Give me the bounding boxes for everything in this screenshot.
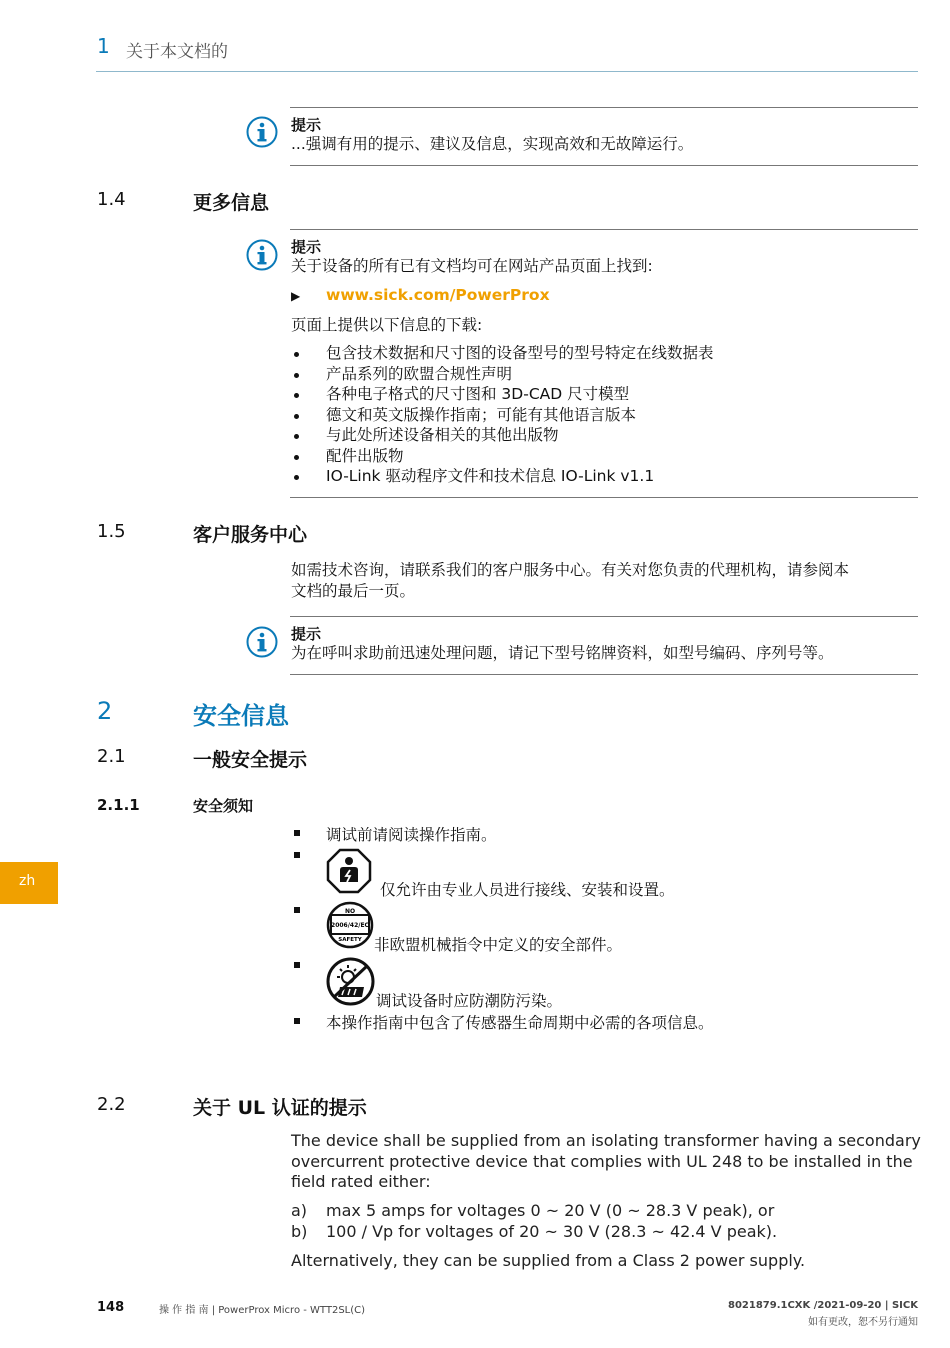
note-bottom-rule <box>290 674 918 675</box>
header-divider <box>96 71 918 72</box>
safety-item: 非欧盟机械指令中定义的安全部件。 <box>374 936 623 954</box>
list-item-label: b) <box>291 1222 308 1241</box>
section-title: 客户服务中心 <box>193 524 308 546</box>
note-text: 为在呼叫求助前迅速处理问题，请记下型号铭牌资料，如型号编码、序列号等。 <box>291 644 834 662</box>
body-text-line: Alternatively, they can be supplied from a Class 2 power supply. <box>291 1251 806 1270</box>
note-bottom-rule <box>290 165 918 166</box>
list-item: max 5 amps for voltages 0 ~ 20 V (0 ~ 28.3 V peak), or <box>326 1201 775 1220</box>
bullet-icon <box>294 373 299 378</box>
square-bullet-icon <box>294 962 300 968</box>
section-title: 一般安全提示 <box>193 749 308 771</box>
body-text-line: The device shall be supplied from an isolating transformer having a secondary <box>291 1131 921 1150</box>
note-bottom-rule <box>290 497 918 498</box>
note-top-rule <box>290 107 918 108</box>
footer-notice: 如有更改，恕不另行通知 <box>808 1317 918 1328</box>
note-title: 提示 <box>291 238 322 256</box>
no-safety-component-icon <box>326 901 374 949</box>
subsection-title: 安全须知 <box>193 797 254 815</box>
moisture-dirt-protection-icon <box>326 957 375 1006</box>
section-title: 更多信息 <box>193 192 270 214</box>
language-tab-label: zh <box>19 873 36 889</box>
bullet-icon <box>294 414 299 419</box>
section-number: 1.4 <box>97 189 126 210</box>
list-item-label: a) <box>291 1201 308 1220</box>
bullet-icon <box>294 434 299 439</box>
website-link[interactable]: www.sick.com/PowerProx <box>326 286 550 304</box>
chapter-number: 2 <box>97 697 113 725</box>
square-bullet-icon <box>294 830 300 836</box>
list-item: 德文和英文版操作指南；可能有其他语言版本 <box>291 405 714 426</box>
note-top-rule <box>290 616 918 617</box>
footer-document-id: 8021879.1CXK /2021-09-20 | SICK <box>728 1300 918 1311</box>
download-intro: 页面上提供以下信息的下载: <box>291 316 483 334</box>
download-list <box>291 343 714 487</box>
section-number: 1.5 <box>97 521 126 542</box>
header-chapter-number: 1 <box>97 34 110 58</box>
note-title: 提示 <box>291 625 322 643</box>
square-bullet-icon <box>294 907 300 913</box>
safety-item: 调试设备时应防潮防污染。 <box>376 992 563 1010</box>
info-icon <box>246 116 278 148</box>
header-chapter-title: 关于本文档的 <box>126 42 228 62</box>
list-item: 各种电子格式的尺寸图和 3D-CAD 尺寸模型 <box>291 384 714 405</box>
body-text-line: field rated either: <box>291 1172 431 1191</box>
note-top-rule <box>290 229 918 230</box>
square-bullet-icon <box>294 1018 300 1024</box>
list-item: 配件出版物 <box>291 446 714 467</box>
qualified-personnel-icon <box>326 848 372 894</box>
page-number: 148 <box>97 1300 125 1315</box>
section-number: 2.1 <box>97 746 126 767</box>
chapter-title: 安全信息 <box>193 702 289 730</box>
bullet-icon <box>294 352 299 357</box>
bullet-icon <box>294 475 299 480</box>
safety-item: 调试前请阅读操作指南。 <box>326 826 497 844</box>
list-item: 与此处所述设备相关的其他出版物 <box>291 425 714 446</box>
body-text-line: 文档的最后一页。 <box>291 582 416 600</box>
note-text: ...强调有用的提示、建议及信息，实现高效和无故障运行。 <box>291 135 694 153</box>
nosafety-bottom-label: SAFETY <box>338 937 362 943</box>
footer-document-title: 操 作 指 南 | PowerProx Micro - WTT2SL(C) <box>159 1305 366 1316</box>
safety-item: 本操作指南中包含了传感器生命周期中必需的各项信息。 <box>326 1014 714 1032</box>
body-text-line: 如需技术咨询，请联系我们的客户服务中心。有关对您负责的代理机构，请参阅本 <box>291 561 850 579</box>
info-icon <box>246 626 278 658</box>
body-text-line: overcurrent protective device that complies with UL 248 to be installed in the <box>291 1152 913 1171</box>
list-item: 产品系列的欧盟合规性声明 <box>291 364 714 385</box>
section-title: 关于 UL 认证的提示 <box>193 1097 367 1119</box>
subsection-number: 2.1.1 <box>97 796 140 814</box>
list-item: IO-Link 驱动程序文件和技术信息 IO-Link v1.1 <box>291 466 714 487</box>
bullet-icon <box>294 393 299 398</box>
info-icon <box>246 239 278 271</box>
list-item: 包含技术数据和尺寸图的设备型号的型号特定在线数据表 <box>291 343 714 364</box>
note-intro: 关于设备的所有已有文档均可在网站产品页面上找到: <box>291 257 653 275</box>
safety-item: 仅允许由专业人员进行接线、安装和设置。 <box>380 881 675 899</box>
arrow-marker-icon: ▶ <box>291 289 301 303</box>
list-item: 100 / Vp for voltages of 20 ~ 30 V (28.3 ~ 42.4 V peak). <box>326 1222 778 1241</box>
nosafety-top-label: NO <box>344 908 356 915</box>
square-bullet-icon <box>294 852 300 858</box>
nosafety-middle-label: 2006/42/EC <box>331 922 369 929</box>
bullet-icon <box>294 455 299 460</box>
section-number: 2.2 <box>97 1094 126 1115</box>
note-title: 提示 <box>291 116 322 134</box>
